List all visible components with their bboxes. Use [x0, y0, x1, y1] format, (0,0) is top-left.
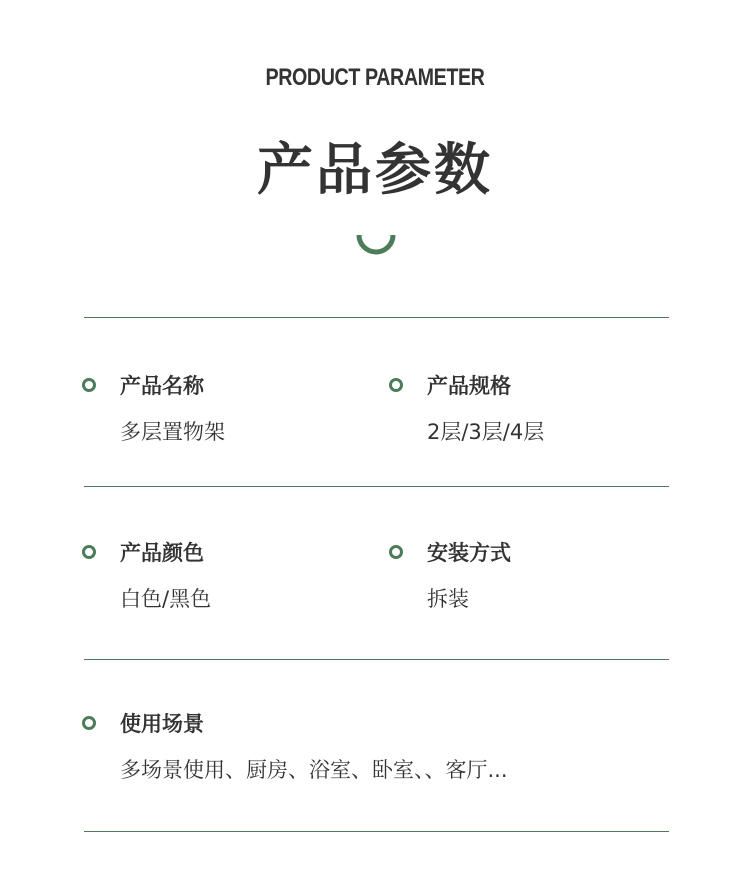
divider	[84, 317, 669, 318]
circle-bullet-icon	[82, 378, 96, 392]
circle-bullet-icon	[389, 378, 403, 392]
param-value: 多层置物架	[120, 420, 225, 444]
circle-bullet-icon	[82, 545, 96, 559]
param-value: 白色/黑色	[120, 587, 212, 611]
page-title: 产品参数	[257, 138, 493, 203]
circle-bullet-icon	[389, 545, 403, 559]
divider	[84, 831, 669, 832]
param-value: 拆装	[427, 587, 469, 611]
param-value: 多场景使用、厨房、浴室、卧室、、客厅...	[120, 758, 508, 782]
circle-bullet-icon	[82, 716, 96, 730]
divider	[84, 486, 669, 487]
param-label: 产品名称	[120, 374, 204, 398]
section-eyebrow: PRODUCT PARAMETER	[265, 64, 485, 91]
param-label: 安装方式	[427, 541, 511, 565]
param-label: 产品规格	[427, 374, 511, 398]
param-value: 2层/3层/4层	[427, 420, 545, 444]
divider	[84, 659, 669, 660]
param-label: 产品颜色	[120, 541, 204, 565]
param-label: 使用场景	[120, 712, 204, 736]
arc-decoration-icon	[356, 221, 396, 261]
